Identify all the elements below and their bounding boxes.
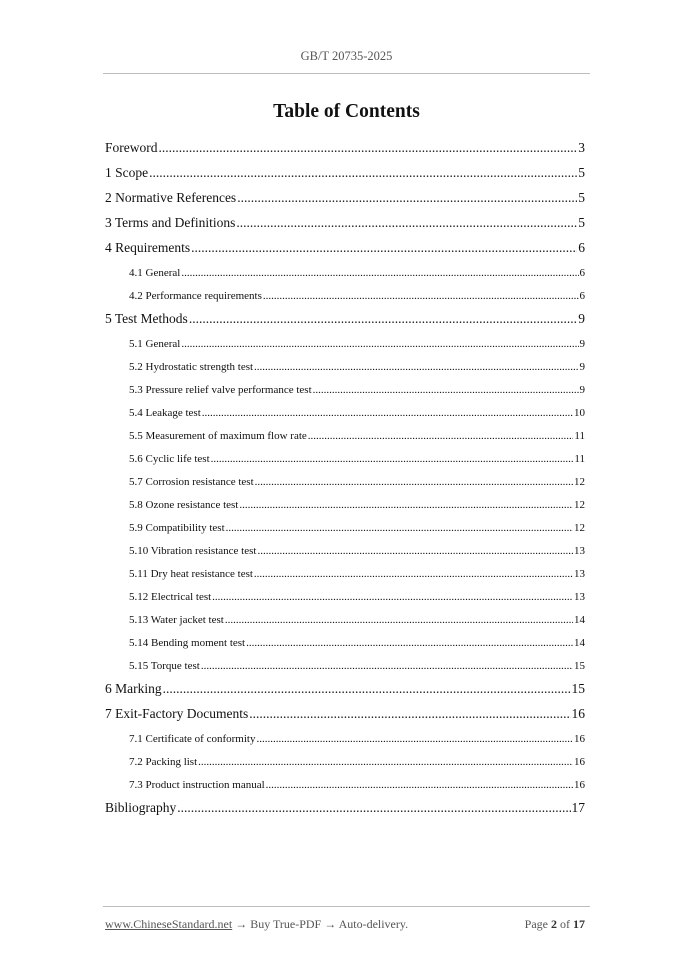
toc-entry-label: Foreword [105, 140, 158, 155]
toc-entry-page: 15 [574, 660, 585, 672]
toc-entry[interactable] [105, 357, 585, 380]
dot-leader [308, 426, 574, 446]
toc-entry[interactable] [105, 309, 585, 334]
page-number [525, 917, 585, 932]
toc-entry-page: 9 [579, 338, 585, 350]
header-divider [103, 73, 590, 74]
toc-entry[interactable] [105, 380, 585, 403]
toc-entry-page: 14 [574, 637, 585, 649]
toc-entry-page: 15 [571, 681, 585, 696]
toc-entry-label: 5.3 Pressure relief valve performance test [129, 384, 312, 396]
dot-leader [177, 798, 570, 818]
dot-leader [212, 587, 573, 607]
table-of-contents [105, 138, 585, 823]
toc-entry-label: 7 Exit-Factory Documents [105, 706, 249, 721]
toc-entry[interactable] [105, 564, 585, 587]
dot-leader [189, 309, 577, 329]
toc-entry[interactable] [105, 286, 585, 309]
website-link[interactable]: www.ChineseStandard.net [105, 917, 233, 931]
toc-entry-page: 6 [579, 290, 585, 302]
toc-entry-label: 5.1 General [129, 338, 181, 350]
toc-entry-page: 12 [574, 476, 585, 488]
dot-leader [266, 775, 573, 795]
toc-entry-label: 5.5 Measurement of maximum flow rate [129, 430, 307, 442]
footer-tagline: → Buy True-PDF → Auto-delivery. [232, 917, 409, 931]
toc-entry-label: 5.15 Torque test [129, 660, 200, 672]
toc-entry-label: 5.2 Hydrostatic strength test [129, 361, 254, 373]
dot-leader [254, 357, 578, 377]
dot-leader [181, 334, 578, 354]
dot-leader [159, 138, 578, 158]
toc-entry-page: 9 [578, 311, 585, 326]
toc-entry[interactable] [105, 213, 585, 238]
toc-entry-page: 16 [574, 756, 585, 768]
toc-entry[interactable] [105, 587, 585, 610]
toc-entry-page: 16 [571, 706, 585, 721]
toc-entry-label: 5 Test Methods [105, 311, 188, 326]
toc-entry-page: 9 [579, 361, 585, 373]
toc-entry-page: 6 [579, 267, 585, 279]
page-prefix: Page [524, 917, 551, 931]
toc-entry-page: 13 [574, 568, 585, 580]
dot-leader [257, 541, 573, 561]
toc-entry-label: 7.2 Packing list [129, 756, 198, 768]
toc-entry[interactable] [105, 472, 585, 495]
toc-entry-page: 17 [571, 800, 585, 815]
toc-entry[interactable] [105, 163, 585, 188]
footer-left [105, 917, 408, 932]
toc-entry-label: 5.10 Vibration resistance test [129, 545, 257, 557]
toc-entry[interactable] [105, 334, 585, 357]
toc-entry-label: 5.4 Leakage test [129, 407, 201, 419]
toc-entry[interactable] [105, 238, 585, 263]
toc-entry-label: 3 Terms and Definitions [105, 215, 236, 230]
toc-entry-label: 7.1 Certificate of conformity [129, 733, 256, 745]
toc-entry-page: 12 [574, 499, 585, 511]
dot-leader [254, 564, 573, 584]
toc-entry-page: 14 [574, 614, 585, 626]
toc-entry-label: 5.13 Water jacket test [129, 614, 224, 626]
toc-entry-page: 16 [574, 733, 585, 745]
toc-entry[interactable] [105, 518, 585, 541]
toc-entry-label: 5.11 Dry heat resistance test [129, 568, 253, 580]
toc-entry-page: 12 [574, 522, 585, 534]
footer [105, 917, 585, 932]
dot-leader [225, 610, 573, 630]
dot-leader [226, 518, 573, 538]
toc-entry[interactable] [105, 541, 585, 564]
toc-entry[interactable] [105, 704, 585, 729]
dot-leader [313, 380, 579, 400]
toc-entry-page: 6 [578, 240, 585, 255]
dot-leader [255, 472, 573, 492]
toc-entry-page: 5 [578, 165, 585, 180]
toc-entry[interactable] [105, 729, 585, 752]
dot-leader [249, 704, 570, 724]
toc-entry-label: 6 Marking [105, 681, 162, 696]
toc-entry-label: 2 Normative References [105, 190, 237, 205]
dot-leader [237, 188, 577, 208]
toc-entry[interactable] [105, 775, 585, 798]
page-of: of [557, 917, 573, 931]
dot-leader [198, 752, 573, 772]
dot-leader [236, 213, 577, 233]
toc-entry-label: Bibliography [105, 800, 177, 815]
toc-entry[interactable] [105, 426, 585, 449]
toc-entry-label: 1 Scope [105, 165, 149, 180]
dot-leader [256, 729, 573, 749]
toc-entry-page: 13 [574, 591, 585, 603]
dot-leader [181, 263, 578, 283]
dot-leader [202, 403, 573, 423]
toc-entry-page: 16 [574, 779, 585, 791]
dot-leader [149, 163, 577, 183]
dot-leader [239, 495, 573, 515]
toc-entry[interactable] [105, 798, 585, 823]
dot-leader [246, 633, 573, 653]
toc-entry[interactable] [105, 263, 585, 286]
toc-entry-page: 13 [574, 545, 585, 557]
toc-entry[interactable] [105, 656, 585, 679]
total-pages: 17 [573, 917, 585, 931]
toc-entry[interactable] [105, 403, 585, 426]
current-page: 2 [551, 917, 557, 931]
toc-entry-label: 5.6 Cyclic life test [129, 453, 210, 465]
dot-leader [191, 238, 577, 258]
page-title: Table of Contents [273, 101, 420, 122]
toc-entry[interactable] [105, 188, 585, 213]
toc-entry-label: 5.8 Ozone resistance test [129, 499, 239, 511]
toc-entry[interactable] [105, 495, 585, 518]
toc-entry-page: 3 [578, 140, 585, 155]
toc-entry-label: 7.3 Product instruction manual [129, 779, 265, 791]
toc-entry[interactable] [105, 752, 585, 775]
toc-entry[interactable] [105, 449, 585, 472]
toc-entry-label: 4 Requirements [105, 240, 191, 255]
toc-entry-label: 5.9 Compatibility test [129, 522, 225, 534]
toc-entry-page: 11 [574, 430, 585, 442]
dot-leader [201, 656, 573, 676]
toc-entry-label: 4.2 Performance requirements [129, 290, 262, 302]
dot-leader [211, 449, 574, 469]
toc-entry-label: 5.7 Corrosion resistance test [129, 476, 254, 488]
dot-leader [263, 286, 579, 306]
footer-divider [103, 906, 590, 907]
toc-entry[interactable] [105, 679, 585, 704]
toc-entry[interactable] [105, 138, 585, 163]
toc-entry-label: 5.12 Electrical test [129, 591, 212, 603]
toc-entry-page: 9 [579, 384, 585, 396]
toc-entry-page: 10 [574, 407, 585, 419]
toc-entry-label: 5.14 Bending moment test [129, 637, 246, 649]
toc-entry[interactable] [105, 610, 585, 633]
running-header: GB/T 20735-2025 [300, 49, 393, 63]
toc-entry[interactable] [105, 633, 585, 656]
toc-entry-label: 4.1 General [129, 267, 181, 279]
dot-leader [163, 679, 571, 699]
toc-entry-page: 5 [578, 215, 585, 230]
toc-entry-page: 11 [574, 453, 585, 465]
toc-entry-page: 5 [578, 190, 585, 205]
